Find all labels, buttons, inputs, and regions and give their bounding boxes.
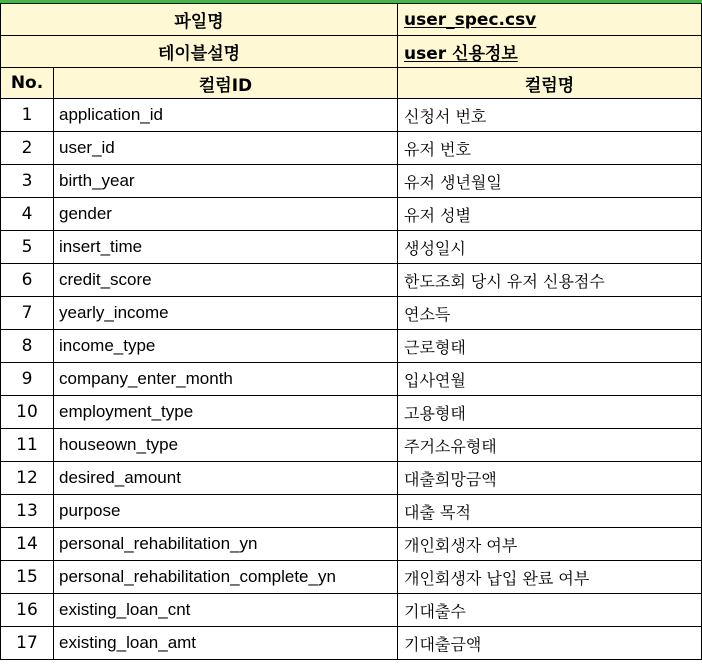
header-column-name[interactable]: 컬럼명 <box>398 68 702 99</box>
column-id-cell[interactable]: employment_type <box>54 396 398 429</box>
column-id-cell[interactable]: company_enter_month <box>54 363 398 396</box>
header-column-id[interactable]: 컬럼ID <box>54 68 398 99</box>
column-name-cell[interactable]: 대출희망금액 <box>398 462 702 495</box>
column-id-cell[interactable]: desired_amount <box>54 462 398 495</box>
table-row <box>1 528 702 561</box>
column-id-cell[interactable]: yearly_income <box>54 297 398 330</box>
table-description-value[interactable]: user 신용정보 <box>398 36 702 68</box>
column-id-cell[interactable]: income_type <box>54 330 398 363</box>
table-row <box>1 462 702 495</box>
column-name-cell[interactable]: 개인회생자 여부 <box>398 528 702 561</box>
table-row <box>1 99 702 132</box>
table-description-row <box>1 36 702 68</box>
column-name-cell[interactable]: 입사연월 <box>398 363 702 396</box>
column-name-cell[interactable]: 유저 번호 <box>398 132 702 165</box>
table-row <box>1 429 702 462</box>
table-row <box>1 495 702 528</box>
row-number-cell[interactable]: 3 <box>1 165 54 198</box>
file-name-value[interactable]: user_spec.csv <box>398 4 702 36</box>
column-id-cell[interactable]: gender <box>54 198 398 231</box>
column-name-cell[interactable]: 연소득 <box>398 297 702 330</box>
column-name-cell[interactable]: 한도조회 당시 유저 신용점수 <box>398 264 702 297</box>
row-number-cell[interactable]: 8 <box>1 330 54 363</box>
column-id-cell[interactable]: purpose <box>54 495 398 528</box>
column-name-cell[interactable]: 고용형태 <box>398 396 702 429</box>
table-row <box>1 396 702 429</box>
column-name-cell[interactable]: 개인회생자 납입 완료 여부 <box>398 561 702 594</box>
row-number-cell[interactable]: 16 <box>1 594 54 627</box>
table-row <box>1 132 702 165</box>
column-name-cell[interactable]: 유저 성별 <box>398 198 702 231</box>
column-id-cell[interactable]: user_id <box>54 132 398 165</box>
row-number-cell[interactable]: 15 <box>1 561 54 594</box>
column-id-cell[interactable]: application_id <box>54 99 398 132</box>
table-description-label[interactable]: 테이블설명 <box>1 36 398 68</box>
file-name-label[interactable]: 파일명 <box>1 4 398 36</box>
row-number-cell[interactable]: 13 <box>1 495 54 528</box>
row-number-cell[interactable]: 5 <box>1 231 54 264</box>
row-number-cell[interactable]: 11 <box>1 429 54 462</box>
column-name-cell[interactable]: 유저 생년월일 <box>398 165 702 198</box>
table-row <box>1 198 702 231</box>
column-header-row <box>1 68 702 99</box>
row-number-cell[interactable]: 14 <box>1 528 54 561</box>
column-name-cell[interactable]: 주거소유형태 <box>398 429 702 462</box>
spec-table <box>0 3 702 660</box>
row-number-cell[interactable]: 10 <box>1 396 54 429</box>
row-number-cell[interactable]: 7 <box>1 297 54 330</box>
row-number-cell[interactable]: 17 <box>1 627 54 660</box>
row-number-cell[interactable]: 12 <box>1 462 54 495</box>
row-number-cell[interactable]: 1 <box>1 99 54 132</box>
table-row <box>1 363 702 396</box>
table-row <box>1 594 702 627</box>
row-number-cell[interactable]: 6 <box>1 264 54 297</box>
table-row <box>1 264 702 297</box>
row-number-cell[interactable]: 2 <box>1 132 54 165</box>
column-id-cell[interactable]: personal_rehabilitation_yn <box>54 528 398 561</box>
table-row <box>1 330 702 363</box>
table-row <box>1 231 702 264</box>
column-name-cell[interactable]: 신청서 번호 <box>398 99 702 132</box>
column-name-cell[interactable]: 생성일시 <box>398 231 702 264</box>
table-row <box>1 627 702 660</box>
column-name-cell[interactable]: 근로형태 <box>398 330 702 363</box>
column-id-cell[interactable]: credit_score <box>54 264 398 297</box>
header-no[interactable]: No. <box>1 68 54 99</box>
column-id-cell[interactable]: houseown_type <box>54 429 398 462</box>
column-id-cell[interactable]: birth_year <box>54 165 398 198</box>
column-name-cell[interactable]: 기대출금액 <box>398 627 702 660</box>
row-number-cell[interactable]: 9 <box>1 363 54 396</box>
row-number-cell[interactable]: 4 <box>1 198 54 231</box>
table-row <box>1 561 702 594</box>
column-id-cell[interactable]: insert_time <box>54 231 398 264</box>
file-name-row <box>1 4 702 36</box>
column-id-cell[interactable]: existing_loan_cnt <box>54 594 398 627</box>
column-id-cell[interactable]: personal_rehabilitation_complete_yn <box>54 561 398 594</box>
table-row <box>1 165 702 198</box>
column-name-cell[interactable]: 대출 목적 <box>398 495 702 528</box>
column-name-cell[interactable]: 기대출수 <box>398 594 702 627</box>
column-id-cell[interactable]: existing_loan_amt <box>54 627 398 660</box>
table-row <box>1 297 702 330</box>
